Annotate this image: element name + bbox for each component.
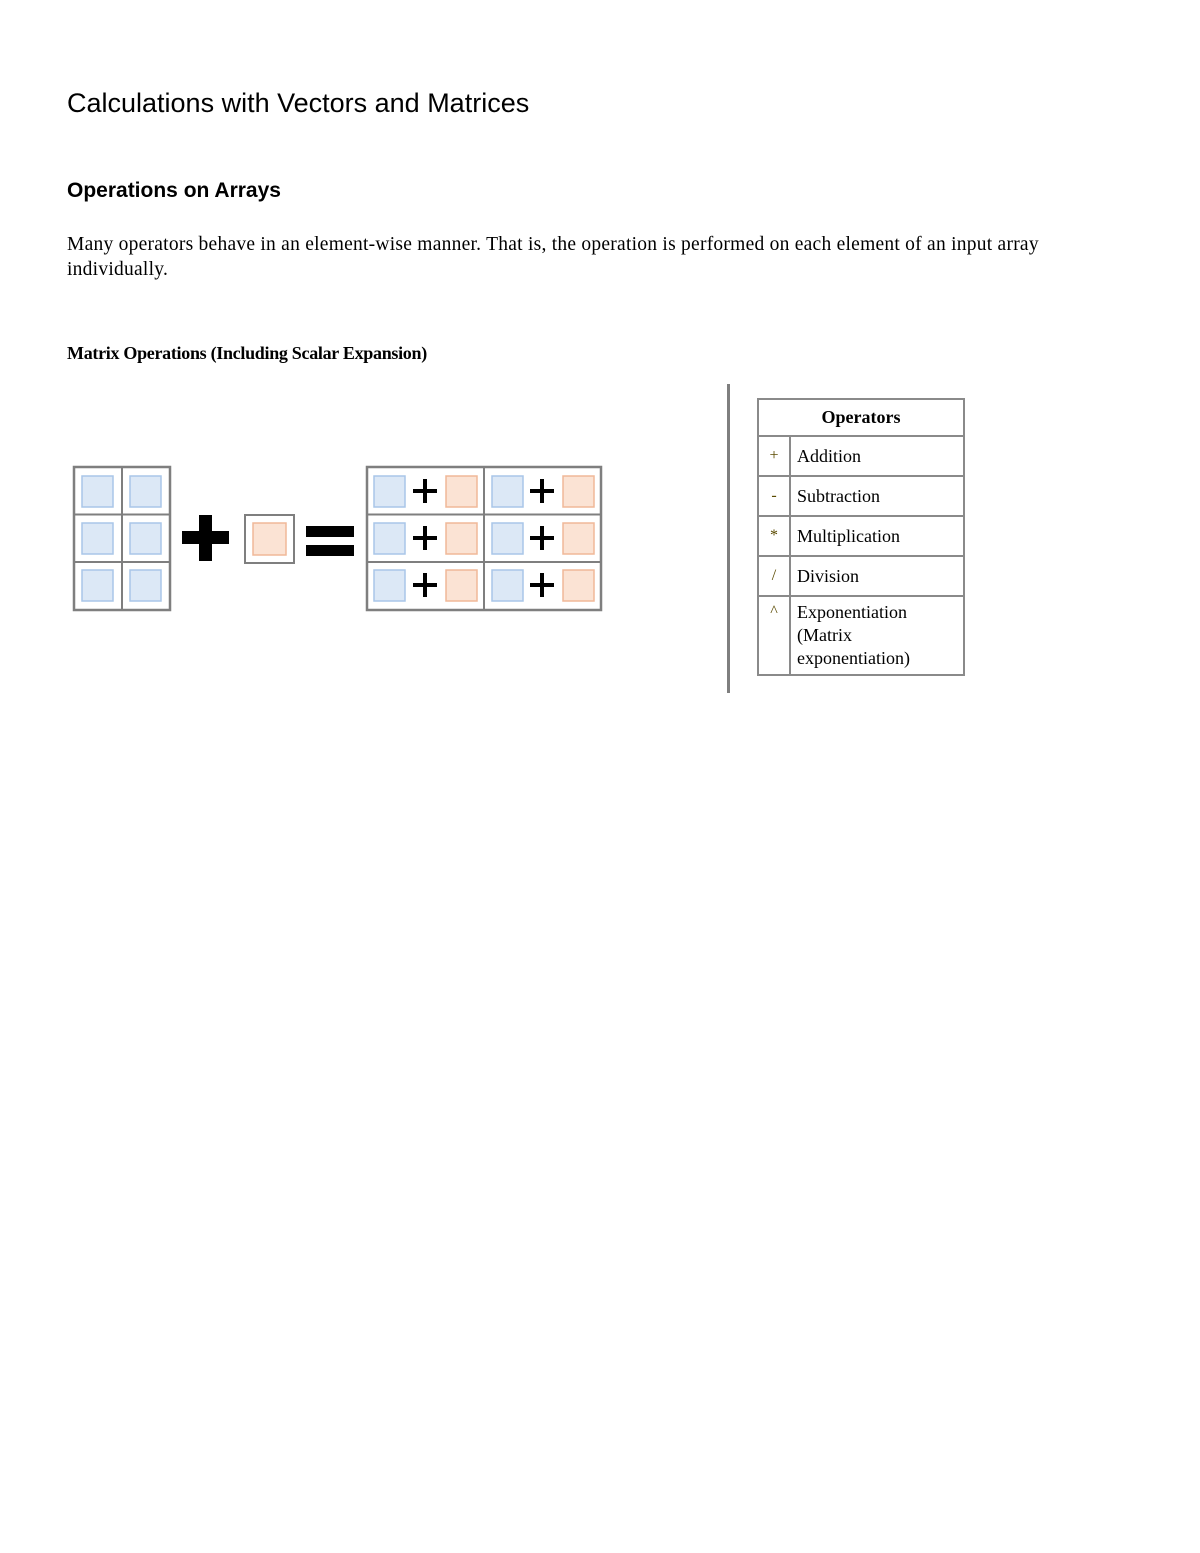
vertical-divider [727,384,730,693]
operators-table [757,398,965,676]
equals-icon [306,526,354,556]
table-row [758,516,964,556]
table-row [758,436,964,476]
operator-symbol: * [758,516,790,556]
intro-paragraph: Many operators behave in an element-wise manner. That is, the operation is performed on each element of an input array individually. [67,234,1039,280]
operator-symbol: + [758,436,790,476]
matrix-cell [82,523,113,554]
result-cell [374,523,477,554]
operator-symbol: / [758,556,790,596]
scalar-cell [253,523,286,555]
matrix-cell [130,476,161,507]
result-cell [374,570,477,601]
operator-name: Multiplication [790,516,964,556]
operator-symbol: - [758,476,790,516]
figure-heading: Matrix Operations (Including Scalar Expansion) [67,343,427,363]
matrix-cell [82,570,113,601]
input-matrix [74,467,170,610]
result-cell [492,570,594,601]
result-cell [374,476,477,507]
table-row [758,596,964,675]
operator-name: Division [790,556,964,596]
result-cell [492,523,594,554]
result-matrix [367,467,601,610]
operator-name: Subtraction [790,476,964,516]
operator-symbol: ^ [758,596,790,675]
table-header: Operators [758,399,964,436]
plus-operator-icon [182,515,229,561]
result-cell [492,476,594,507]
operator-name: Addition [790,436,964,476]
table-row [758,476,964,516]
page-title: Calculations with Vectors and Matrices [67,88,530,118]
matrix-cell [130,570,161,601]
scalar-box [245,515,294,563]
scalar-expansion-figure [0,0,720,700]
table-row [758,556,964,596]
operator-name: Exponentiation (Matrix exponentiation) [790,596,964,675]
table-header-row [758,399,964,436]
matrix-cell [82,476,113,507]
matrix-cell [130,523,161,554]
section-heading: Operations on Arrays [67,179,281,202]
